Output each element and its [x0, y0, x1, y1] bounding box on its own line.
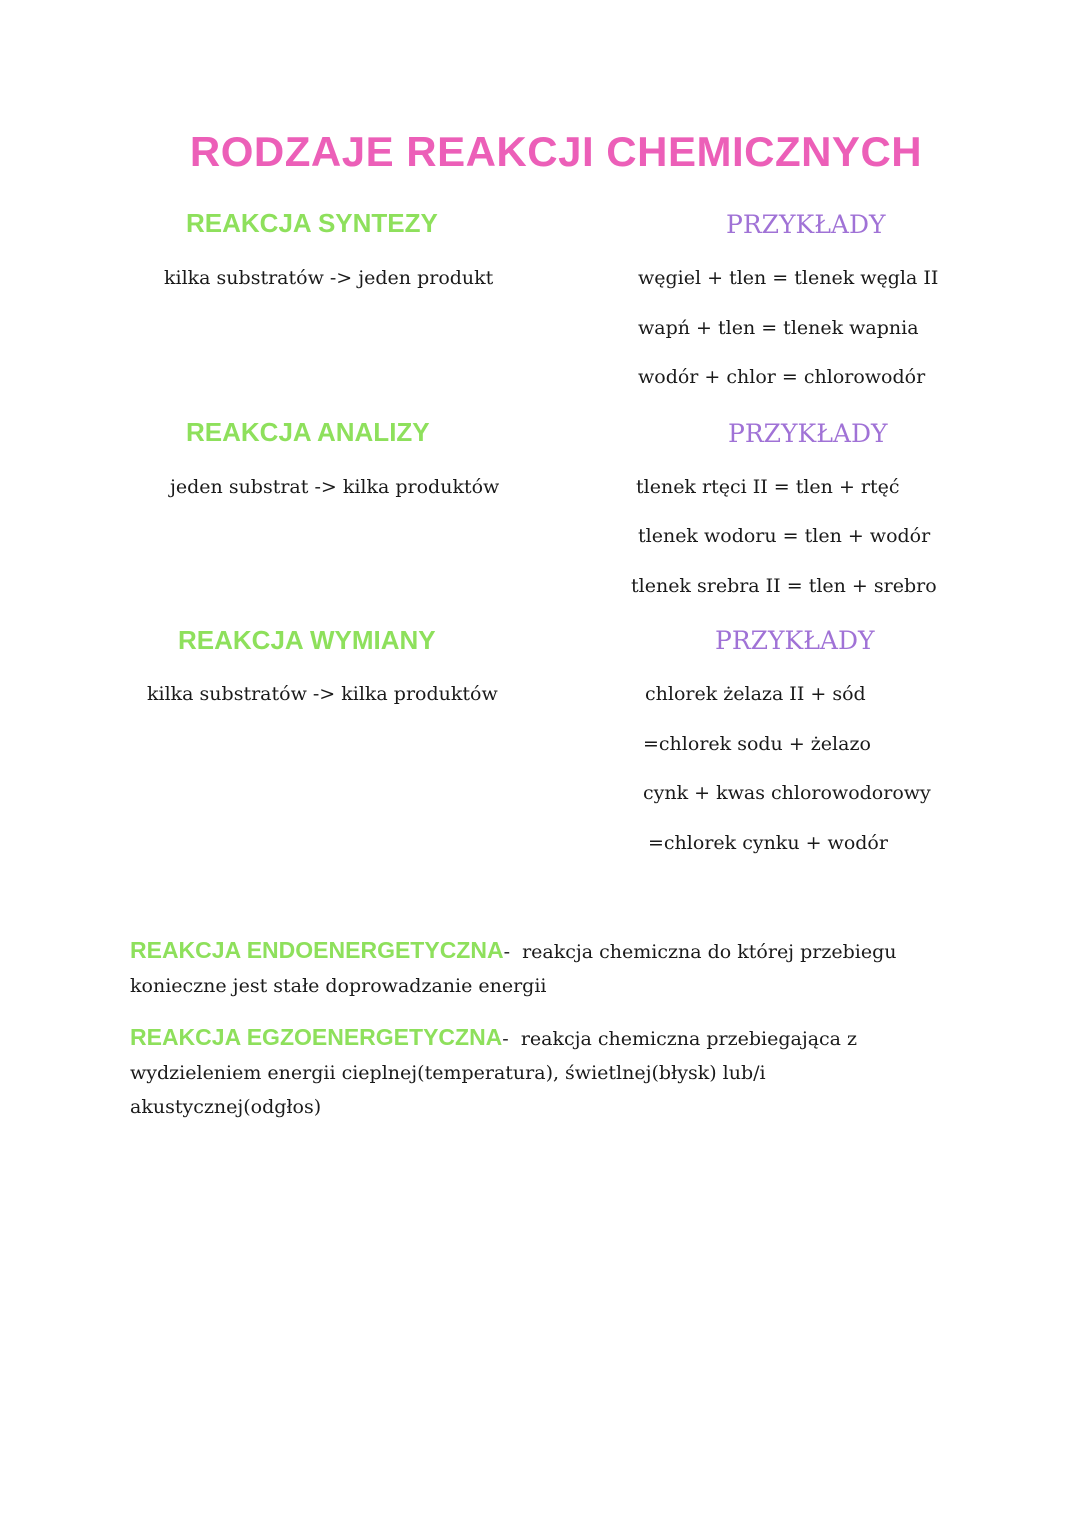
- description-synthesis: kilka substratów -> jeden produkt: [164, 267, 494, 289]
- examples-heading-exchange: PRZYKŁADY: [715, 626, 875, 655]
- definition-endo-text: reakcja chemiczna do której przebiegu konieczne jest stałe doprowadzanie energii: [130, 941, 897, 997]
- definition-endo: [130, 933, 960, 1003]
- definition-endo-separator: -: [503, 941, 510, 963]
- example-exchange-3: cynk + kwas chlorowodorowy: [643, 782, 931, 804]
- examples-heading-analysis: PRZYKŁADY: [728, 419, 888, 448]
- description-exchange: kilka substratów -> kilka produktów: [147, 683, 498, 705]
- example-exchange-2: =chlorek sodu + żelazo: [643, 733, 871, 755]
- description-analysis: jeden substrat -> kilka produktów: [170, 476, 500, 498]
- definition-exo: [130, 1020, 960, 1124]
- example-analysis-3: tlenek srebra II = tlen + srebro: [631, 575, 937, 597]
- example-synthesis-3: wodór + chlor = chlorowodór: [638, 366, 926, 388]
- example-synthesis-2: wapń + tlen = tlenek wapnia: [638, 317, 919, 339]
- definition-endo-term: REAKCJA ENDOENERGETYCZNA: [130, 937, 504, 963]
- definition-exo-separator: -: [502, 1028, 509, 1050]
- page-title: RODZAJE REAKCJI CHEMICZNYCH: [189, 128, 923, 175]
- heading-analysis: REAKCJA ANALIZY: [186, 417, 430, 447]
- heading-synthesis: REAKCJA SYNTEZY: [186, 208, 438, 238]
- example-exchange-4: =chlorek cynku + wodór: [648, 832, 888, 854]
- heading-exchange: REAKCJA WYMIANY: [178, 625, 436, 655]
- example-analysis-2: tlenek wodoru = tlen + wodór: [638, 525, 931, 547]
- example-synthesis-1: węgiel + tlen = tlenek węgla II: [638, 267, 939, 289]
- definition-exo-term: REAKCJA EGZOENERGETYCZNA: [130, 1024, 503, 1050]
- definition-exo-text: reakcja chemiczna przebiegająca z wydzieleniem energii cieplnej(temperatura), świetlnej(błysk) lub/i akustycznej(odgłos): [130, 1028, 858, 1118]
- example-analysis-1: tlenek rtęci II = tlen + rtęć: [636, 476, 900, 498]
- example-exchange-1: chlorek żelaza II + sód: [645, 683, 866, 705]
- examples-heading-synthesis: PRZYKŁADY: [726, 210, 886, 239]
